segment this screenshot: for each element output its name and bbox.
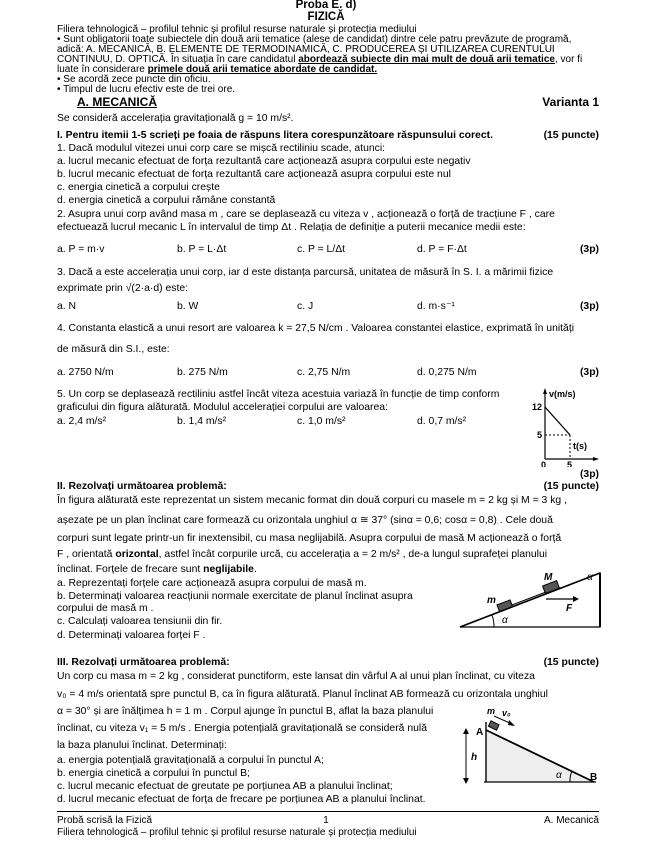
velocity-line [545,407,570,435]
subquestion: b. Determinați valoarea reacțiunii normale exercitate de planul înclinat asupra [57,591,413,602]
question: 3. Dacă a este accelerația unui corp, iar d este distanța parcursă, unitatea de măsură în S. I. a mărimii fizice [57,267,554,278]
label-M: M [544,572,553,583]
tick-label: 5 [537,430,543,440]
option: d. 0,275 N/m [417,367,477,378]
subquestion: a. Reprezentați forțele care acționează asupra corpului de masă m. [57,578,367,589]
problem-text: În figura alăturată este reprezentat un sistem mecanic format din două corpuri cu masele m = 2 kg și M = 3 kg , [57,495,567,506]
exam-title: Proba E. d) [295,0,357,11]
part1-heading: I. Pentru itemii 1-5 scrieți pe foaia de răspuns litera corespunzătoare răspunsului corect. [57,130,493,141]
arrow-icon [508,720,515,726]
subject-title: FIZICĂ [307,11,345,23]
footer-left: Probă scrisă la Fizică [57,815,153,826]
label-alpha: α [556,770,562,781]
option: b. P = L·Δt [177,244,227,255]
problem-text: la baza planului înclinat. Determinați: [57,740,227,751]
option: b. 275 N/m [177,367,228,378]
option: a. N [57,301,77,312]
item-points: (3p) [579,469,599,480]
angle-arc [492,615,494,627]
part1-points: (15 puncte) [543,130,599,141]
problem-text: Un corp cu masa m = 2 kg , considerat punctiform, este lansat din vârful A al unui plan înclinat, cu viteza [57,671,535,682]
option: c. 1,0 m/s² [297,416,346,427]
item-points: (3p) [579,367,599,378]
question: 2. Asupra unui corp având masa m , care se deplasează cu viteza v , acționează o forță de tracțiune F , care [57,209,555,220]
problem-text: așezate pe un plan înclinat care formează cu orizontala unghiul α ≅ 37° (sinα = 0,6; cosα = 0,8) . Cele două [57,515,553,526]
part2-points: (15 puncte) [543,481,599,492]
header-line: Filiera tehnologică – profilul tehnic și profilul resurse naturale și protecția mediului [57,24,417,35]
problem-text: α = 30° și are înălțimea h = 1 m . Corpul ajunge în punctul B, aflat la baza planului [57,706,434,717]
arrow-right-icon [573,596,579,602]
option: a. 2750 N/m [57,367,114,378]
question: efectuează lucrul mecanic L în intervalul de timp Δt . Relația de definiție a puterii mecanice medii este: [57,222,526,233]
item-points: (3p) [579,301,599,312]
option: a. lucrul mecanic efectuat de forța rezultantă care acționează asupra corpului este negativ [57,156,471,167]
inclined-plane-figure [458,565,604,633]
problem-text: înclinat. Forțele de frecare sunt neglijabile. [57,564,257,575]
body-m [488,721,499,730]
instruction: CONTINUU, D. OPTICĂ. În situația în care candidatul abordează subiecte din mai mult de două arii tematice, vor fi [57,54,583,65]
variant-label: Varianta 1 [542,95,599,109]
subquestion: c. lucrul mecanic efectuat de greutate pe porțiunea AB a planului înclinat; [57,781,393,792]
footer-divider [57,811,599,812]
subquestion: d. lucrul mecanic efectuat de forța de frecare pe porțiunea AB a planului înclinat. [57,794,426,805]
problem-text: F , orientată orizontal, astfel încât corpurile urcă, cu accelerația a = 2 m/s² , de-a lungul suprafeței planului [57,549,548,560]
problem-text: v₀ = 4 m/s orientată spre punctul B, ca în figura alăturată. Planul înclinat AB formează cu orizontala unghiul [57,689,548,700]
tick-label: 5 [567,460,573,467]
subquestion: b. energia cinetică a corpului în punctul B; [57,768,250,779]
option: d. 0,7 m/s² [417,416,467,427]
option: d. P = F·Δt [417,244,467,255]
problem-text: corpuri sunt legate printr-un fir inextensibil, cu masa neglijabilă. Asupra corpului de masă M acționează o forță [57,533,562,544]
graph-xlabel: t(s) [573,441,587,451]
string [512,592,546,605]
question: 5. Un corp se deplasează rectiliniu astfel încât viteza acestuia variază în funcție de timp conform [57,389,500,400]
instruction: adică: A. MECANICĂ, B. ELEMENTE DE TERMODINAMICĂ, C. PRODUCEREA ȘI UTILIZAREA CURENTULUI [57,44,555,55]
part2-heading: II. Rezolvați următoarea problemă: [57,481,227,492]
arrow-up-icon [463,728,469,734]
subquestion: a. energia potențială gravitațională a corpului în punctul A; [57,755,324,766]
label-m: m [487,706,496,716]
question: exprimate prin √(2·a·d) este: [57,283,189,294]
option: b. 1,4 m/s² [177,416,227,427]
label-B: B [590,772,598,783]
option: d. m·s⁻¹ [417,301,455,312]
instruction: • Timpul de lucru efectiv este de trei ore. [57,84,236,95]
arrow-down-icon [463,778,469,784]
question: graficului din figura alăturată. Modulul accelerației corpului are valoarea: [57,402,388,413]
gravity-note: Se consideră accelerația gravitațională g = 10 m/s². [57,113,294,124]
part3-heading: III. Rezolvați următoarea problemă: [57,657,230,668]
section-title: A. MECANICĂ [77,95,157,109]
instruction: luate în considerare primele două arii tematice abordate de candidat. [57,64,378,75]
inclined-plane-AB-figure [462,702,604,788]
arrow-right-icon [593,457,599,461]
footer-line2: Filiera tehnologică – profilul tehnic și profilul resurse naturale și protecția mediului [57,827,417,838]
option: b. W [177,301,199,312]
option: b. lucrul mecanic efectuat de forța rezultantă care acționează asupra corpului este nul [57,169,451,180]
subquestion: c. Calculați valoarea tensiunii din fir. [57,616,223,627]
label-v0: v₀ [502,708,511,718]
page-number: 1 [323,815,329,826]
part3-points: (15 puncte) [543,657,599,668]
instruction: • Se acordă zece puncte din oficiu. [57,74,211,85]
label-A: A [476,727,484,738]
instruction: • Sunt obligatorii toate subiectele din două arii tematice (alese de candidat) dintre cele patru prevăzute de programă, [57,34,572,45]
option: d. energia cinetică a corpului rămâne constantă [57,195,276,206]
graph-ylabel: v(m/s) [549,389,576,399]
tick-label: 12 [532,402,543,412]
incline-surface [460,573,600,627]
arrow-up-icon [543,388,547,394]
footer-right: A. Mecanică [543,815,599,826]
question: 4. Constanta elastică a unui resort are valoarea k = 27,5 N/cm . Valoarea constantei elastice, exprimată în unități [57,323,575,334]
label-alpha: α [502,615,508,626]
label-F: F [566,603,573,614]
subquestion: d. Determinați valoarea forței F . [57,630,206,641]
label-m: m [487,595,496,606]
label-h: h [471,752,478,763]
option: a. 2,4 m/s² [57,416,107,427]
tick-label: 0 [541,460,547,467]
velocity-time-graph [528,385,600,467]
option: a. P = m·v [57,244,105,255]
question: 1. Dacă modulul vitezei unui corp care se mișcă rectiliniu scade, atunci: [57,143,386,154]
label-alpha: α [587,572,593,583]
option: c. 2,75 N/m [297,367,351,378]
problem-text: înclinat, cu viteza v₁ = 5 m/s . Energia potențială gravitațională se consideră nulă [57,723,427,734]
option: c. P = L/Δt [297,244,346,255]
option: c. energia cinetică a corpului crește [57,182,220,193]
subquestion: corpului de masă m . [57,603,154,614]
block-m [497,600,513,612]
option: c. J [297,301,314,312]
question: de măsură din S.I., este: [57,344,170,355]
item-points: (3p) [579,244,599,255]
